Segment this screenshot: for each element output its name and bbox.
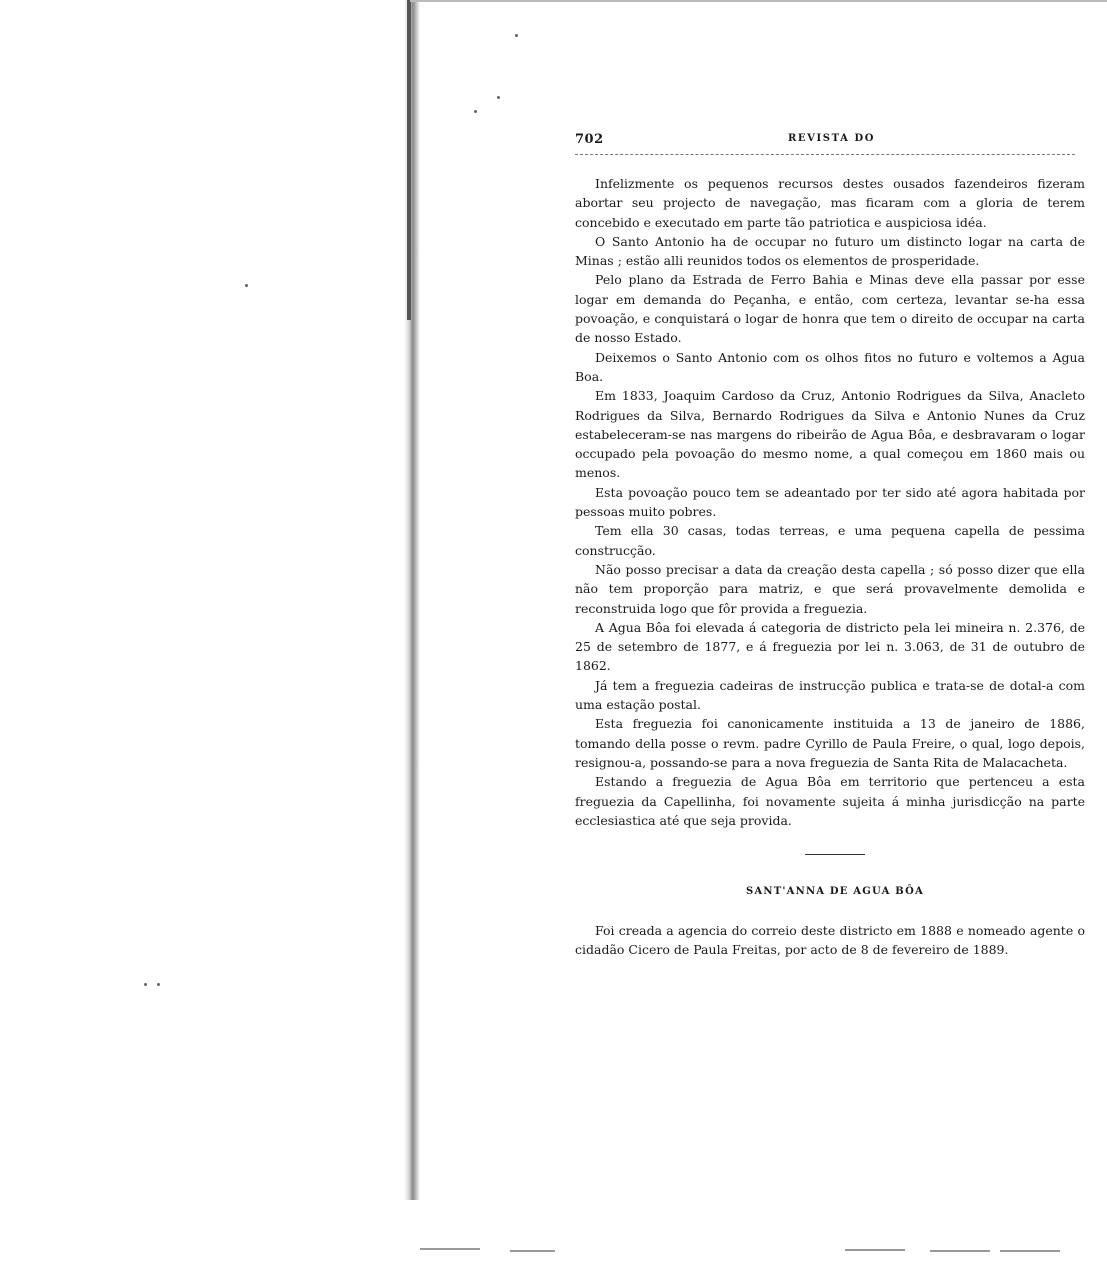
paragraph: Pelo plano da Estrada de Ferro Bahia e Minas deve ella passar por esse logar em demanda do Peçanha, e então, com certeza, levantar se-ha essa povoação, e conquistará o logar de honra que tem o direito de occupar na carta de nosso Estado. (575, 272, 1085, 346)
paragraph: A Agua Bôa foi elevada á categoria de districto pela lei mineira n. 2.376, de 25 de setembro de 1877, e á freguezia por lei n. 3.063, de 31 de outubro de 1862. (575, 619, 1085, 674)
section-divider (805, 854, 865, 855)
running-header (575, 126, 1085, 150)
paragraph: Não posso precisar a data da creação desta capella ; só posso dizer que ella não tem proporção para matriz, e que será provavelmente demolida e reconstruida logo que fôr provida a freguezia. (575, 561, 1085, 616)
paragraph: Tem ella 30 casas, todas terreas, e uma pequena capella de pessima construcção. (575, 523, 1085, 558)
scan-speck (157, 983, 160, 986)
scan-bottom-smudge (930, 1250, 990, 1252)
scan-speck (497, 96, 500, 99)
paragraph: Estando a freguezia de Agua Bôa em territorio que pertenceu a esta freguezia da Capellinha, foi novamente sujeita á minha jurisdicção na parte ecclesiastica até que seja provida. (575, 774, 1085, 828)
section-heading: SANT'ANNA DE AGUA BÔA (746, 886, 924, 898)
paragraph: Já tem a freguezia cadeiras de instrucção publica e trata-se de dotal-a com uma estação postal. (575, 677, 1085, 713)
scan-bottom-smudge (420, 1248, 480, 1250)
scan-top-edge (410, 0, 1107, 2)
paragraph: Em 1833, Joaquim Cardoso da Cruz, Antonio Rodrigues da Silva, Anacleto Rodrigues da Silva, Bernardo Rodrigues da Silva e Antonio Nunes da Cruz estabeleceram-se nas margens do ribeirão de Agua Bôa, e desbravaram o logar occupado pela povoação do mesmo nome, a qual começou em 1860 mais ou menos. (575, 388, 1085, 481)
book-page (575, 126, 1085, 960)
scan-bottom-smudge (845, 1249, 905, 1251)
paragraph: Foi creada a agencia do correio deste districto em 1888 e nomeado agente o cidadão Cicero de Paula Freitas, por acto de 8 de fevereiro de 1889. (575, 923, 1085, 958)
paragraph: O Santo Antonio ha de occupar no futuro um distincto logar na carta de Minas ; estão alli reunidos todos os elementos de prosperidade. (575, 233, 1085, 269)
book-spine-edge (407, 0, 411, 320)
paragraph: Esta povoação pouco tem se adeantado por ter sido até agora habitada por pessoas muito pobres. (575, 484, 1085, 520)
header-rule (575, 154, 1075, 155)
page-number: 702 (575, 132, 604, 147)
scan-speck (245, 284, 248, 287)
scan-speck (515, 34, 518, 37)
running-title: REVISTA DO (788, 133, 876, 144)
body-text (575, 174, 1085, 830)
paragraph: Esta freguezia foi canonicamente instituida a 13 de janeiro de 1886, tomando della posse o revm. padre Cyrillo de Paula Freire, o qual, logo depois, resignou-a, possando-se para a nova freguezia de Santa Rita de Malacacheta. (575, 716, 1085, 770)
scan-bottom-smudge (1000, 1250, 1060, 1252)
scan-speck (144, 983, 147, 986)
scan-speck (474, 110, 477, 113)
paragraph: Infelizmente os pequenos recursos destes ousados fazendeiros fizeram abortar seu projecto de navegação, mas ficaram com a gloria de terem concebido e executado em parte tão patriotica e auspiciosa idéa. (575, 176, 1085, 230)
paragraph: Deixemos o Santo Antonio com os olhos fitos no futuro e voltemos a Agua Boa. (575, 349, 1085, 384)
scan-bottom-smudge (510, 1250, 555, 1252)
section-body (575, 921, 1085, 960)
